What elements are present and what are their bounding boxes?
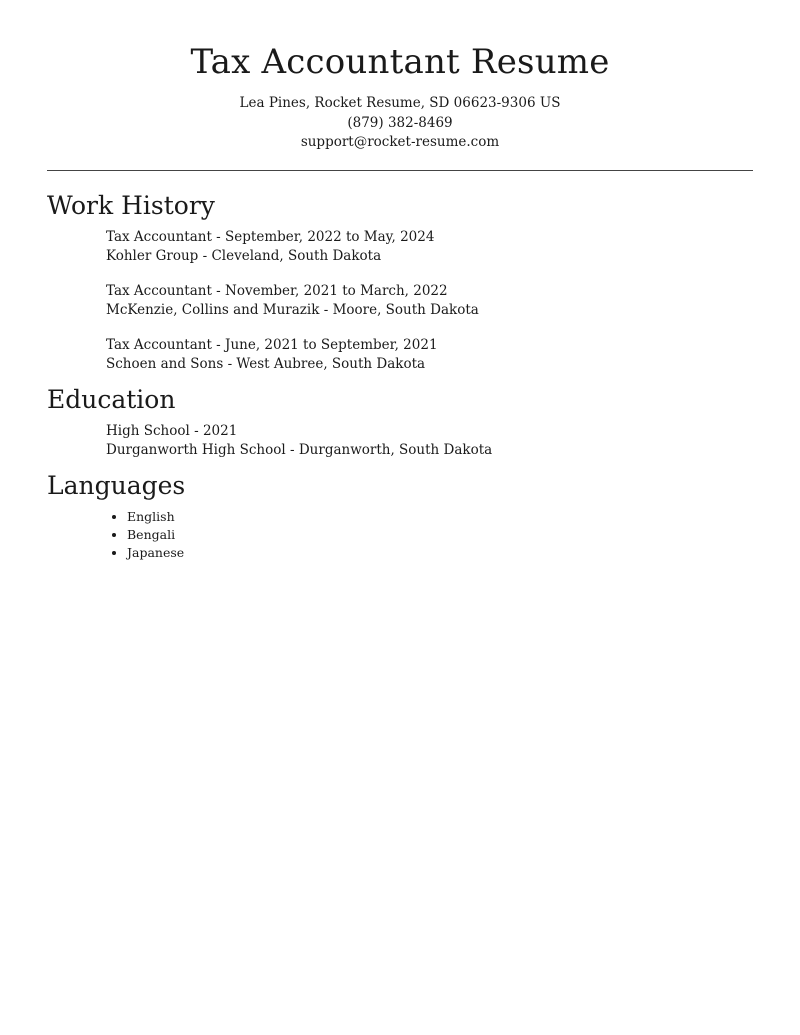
language-item: • Japanese xyxy=(127,544,753,562)
education-section xyxy=(47,384,753,460)
contact-phone: (879) 382-8469 xyxy=(347,114,453,131)
work-entry-company: McKenzie, Collins and Murazik - Moore, South Dakota xyxy=(106,301,479,318)
education-entry xyxy=(106,422,753,460)
contact-email: support@rocket-resume.com xyxy=(300,134,500,150)
work-entry-title: Tax Accountant - November, 2021 to March, 2022 xyxy=(106,282,448,299)
work-entry-company: Schoen and Sons - West Aubree, South Dakota xyxy=(106,355,426,372)
languages-list xyxy=(47,508,753,562)
work-entry-title: Tax Accountant - September, 2022 to May, 2024 xyxy=(106,228,435,245)
work-history-entries xyxy=(47,228,753,374)
work-entry xyxy=(106,336,753,374)
page-title: Tax Accountant Resume xyxy=(190,42,610,82)
work-entry-company: Kohler Group - Cleveland, South Dakota xyxy=(106,247,382,264)
languages-heading: Languages xyxy=(47,470,186,500)
work-history-heading: Work History xyxy=(47,190,215,220)
education-heading: Education xyxy=(47,384,176,414)
language-item: • Bengali xyxy=(127,526,753,544)
education-entries xyxy=(47,422,753,460)
work-entry-title: Tax Accountant - June, 2021 to September, 2021 xyxy=(106,336,438,353)
resume-header xyxy=(47,0,753,153)
education-entry-degree: High School - 2021 xyxy=(106,422,238,439)
contact-info xyxy=(47,94,753,153)
header-divider xyxy=(47,170,753,171)
work-entry xyxy=(106,282,753,320)
work-entry xyxy=(106,228,753,266)
education-entry-school: Durganworth High School - Durganworth, South Dakota xyxy=(106,441,493,458)
work-history-section xyxy=(47,190,753,374)
language-item: • English xyxy=(127,508,753,526)
contact-address: Lea Pines, Rocket Resume, SD 06623-9306 US xyxy=(239,95,561,111)
languages-section xyxy=(47,470,753,562)
